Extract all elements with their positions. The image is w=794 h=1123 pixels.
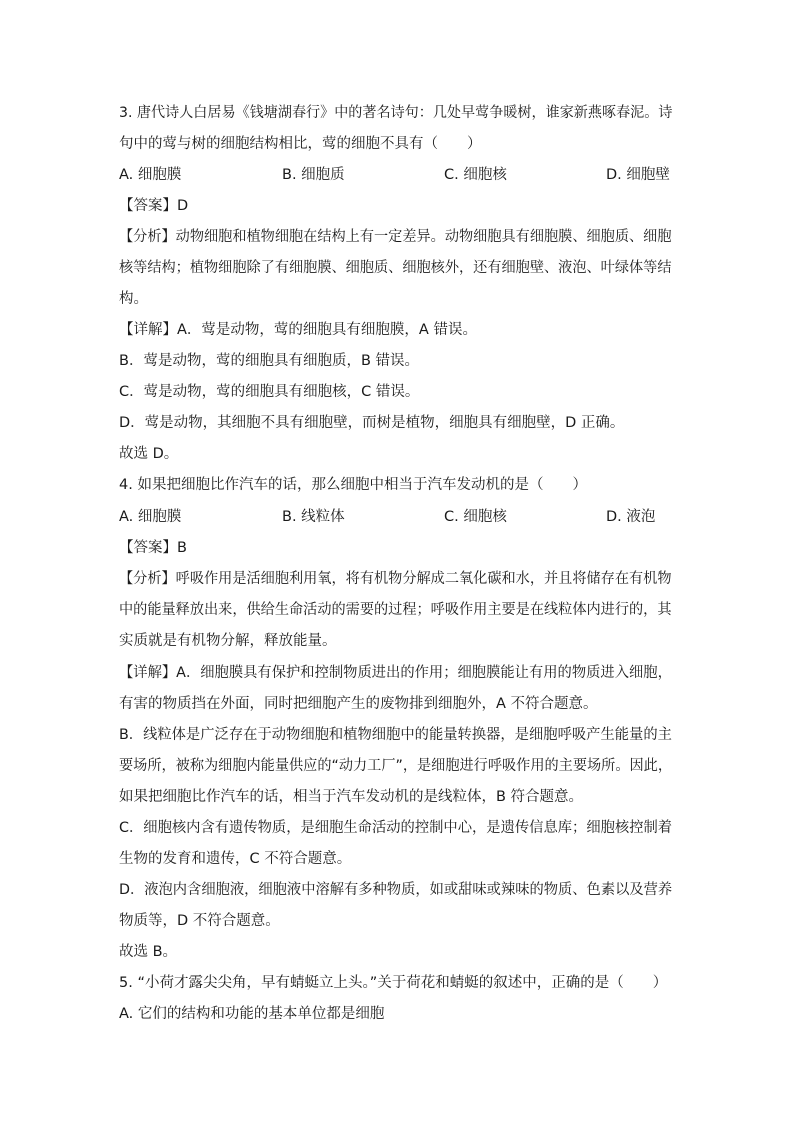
q5-stem-line-1: 5. “小荷才露尖尖角，早有蜻蜓立上头。”关于荷花和蜻蜓的叙述中，正确的是（ ） <box>119 975 668 991</box>
q4-detail-line-5: 如果把细胞比作汽车的话，相当于汽车发动机的是线粒体，B 符合题意。 <box>119 789 584 805</box>
q3-detail-line-3: C．莺是动物，莺的细胞具有细胞核，C 错误。 <box>119 384 420 400</box>
q4-stem-line-1: 4. 如果把细胞比作汽车的话，那么细胞中相当于汽车发动机的是（ ） <box>119 477 587 493</box>
q3-option-c: C. 细胞核 <box>444 167 507 183</box>
q3-stem-line-1: 3. 唐代诗人白居易《钱塘湖春行》中的著名诗句：几处早莺争暖树，谁家新燕啄春泥。诗 <box>119 105 673 121</box>
q3-conclusion: 故选 D。 <box>119 446 179 462</box>
q4-analysis-line-2: 中的能量释放出来，供给生命活动的需要的过程；呼吸作用主要是在线粒体内进行的，其 <box>119 602 672 618</box>
q4-option-a: A. 细胞膜 <box>119 509 182 525</box>
q4-analysis-line-1: 【分析】呼吸作用是活细胞利用氧，将有机物分解成二氧化碳和水，并且将储存在有机物 <box>119 571 672 587</box>
q3-option-d: D. 细胞壁 <box>606 167 670 183</box>
q4-detail-line-6: C．细胞核内含有遗传物质，是细胞生命活动的控制中心，是遗传信息库；细胞核控制着 <box>119 820 673 836</box>
q4-detail-line-2: 有害的物质挡在外面，同时把细胞产生的废物排到细胞外，A 不符合题意。 <box>119 696 598 712</box>
q4-option-d: D. 液泡 <box>606 509 656 525</box>
q3-analysis-line-3: 构。 <box>119 291 148 307</box>
q4-option-c: C. 细胞核 <box>444 509 507 525</box>
q4-answer: 【答案】B <box>119 540 187 556</box>
q4-detail-line-9: 物质等，D 不符合题意。 <box>119 913 280 929</box>
q4-option-b: B. 线粒体 <box>282 509 345 525</box>
q4-detail-line-1: 【详解】A．细胞膜具有保护和控制物质进出的作用；细胞膜能让有用的物质进入细胞， <box>119 665 672 681</box>
q4-detail-line-3: B．线粒体是广泛存在于动物细胞和植物细胞中的能量转换器，是细胞呼吸产生能量的主 <box>119 727 672 743</box>
q3-detail-line-2: B．莺是动物，莺的细胞具有细胞质，B 错误。 <box>119 353 420 369</box>
q3-analysis-line-2: 核等结构；植物细胞除了有细胞膜、细胞质、细胞核外，还有细胞壁、液泡、叶绿体等结 <box>119 260 672 276</box>
q3-detail-line-4: D．莺是动物，其细胞不具有细胞壁，而树是植物，细胞具有细胞壁，D 正确。 <box>119 415 625 431</box>
q4-analysis-line-3: 实质就是有机物分解，释放能量。 <box>119 633 337 649</box>
q3-analysis-line-1: 【分析】动物细胞和植物细胞在结构上有一定差异。动物细胞具有细胞膜、细胞质、细胞 <box>119 229 672 245</box>
q4-detail-line-7: 生物的发育和遗传，C 不符合题意。 <box>119 851 352 867</box>
q5-option-a: A. 它们的结构和功能的基本单位都是细胞 <box>119 1006 385 1022</box>
q3-detail-line-1: 【详解】A．莺是动物，莺的细胞具有细胞膜，A 错误。 <box>119 322 477 338</box>
q4-detail-line-8: D．液泡内含细胞液，细胞液中溶解有多种物质，如或甜味或辣味的物质、色素以及营养 <box>119 882 673 898</box>
q3-option-a: A. 细胞膜 <box>119 167 182 183</box>
q4-detail-line-4: 要场所，被称为细胞内能量供应的“动力工厂”，是细胞进行呼吸作用的主要场所。因此， <box>119 758 673 774</box>
q4-conclusion: 故选 B。 <box>119 944 178 960</box>
q3-option-b: B. 细胞质 <box>282 167 345 183</box>
q3-answer: 【答案】D <box>119 198 189 214</box>
q3-stem-line-2: 句中的莺与树的细胞结构相比，莺的细胞不具有（ ） <box>119 136 482 152</box>
